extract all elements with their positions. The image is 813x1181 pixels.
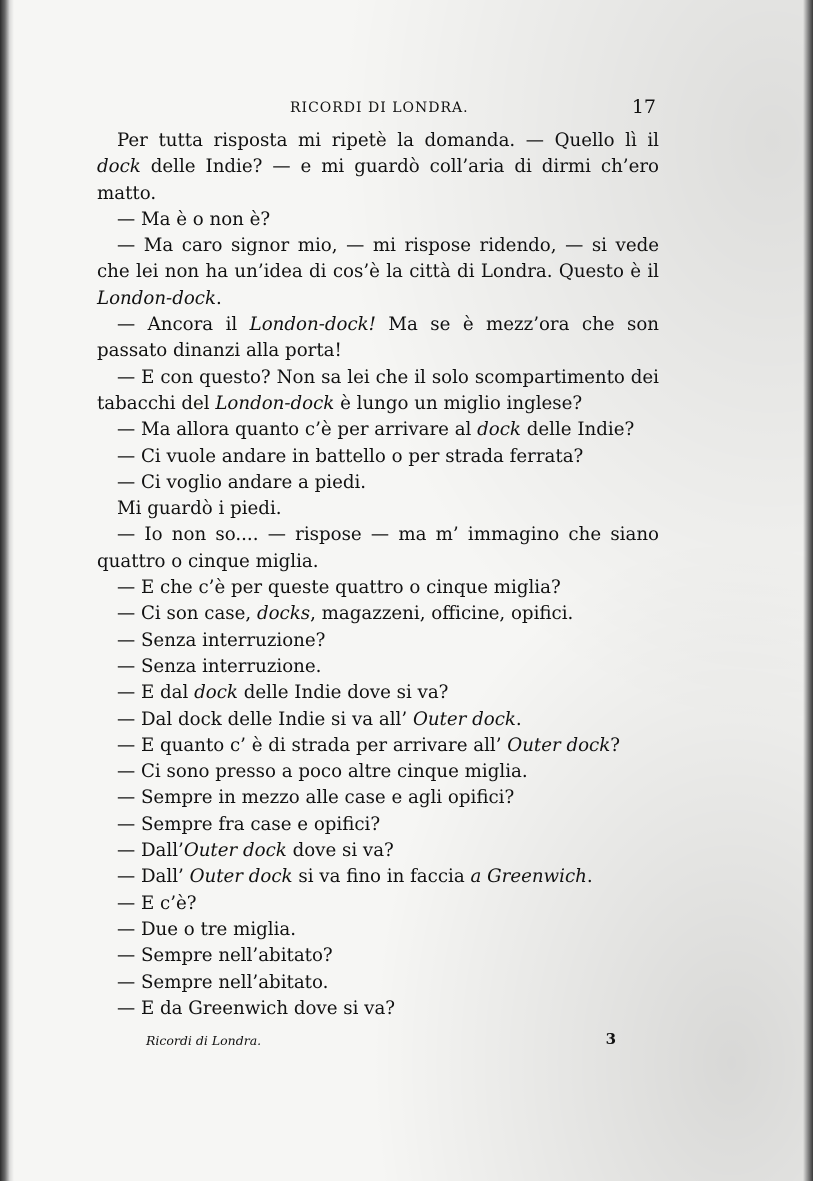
- paragraph: [97, 470, 659, 496]
- text-run: Ma se è mezz’ora che son passato dinanzi alla porta!: [97, 314, 660, 362]
- text-run: si va fino in faccia: [292, 866, 471, 888]
- paragraph: [97, 601, 659, 627]
- text-run: Per tutta risposta mi ripetè la domanda. — Quello lì il: [117, 130, 659, 151]
- paragraph: [97, 207, 659, 233]
- text-run: .: [515, 708, 522, 730]
- italic-text: docks: [256, 603, 311, 625]
- text-run: delle Indie? — e mi guardò coll’aria di dirmi ch’ero matto.: [97, 156, 659, 204]
- italic-text: dock: [97, 156, 141, 178]
- text-run: — Due o tre miglia.: [117, 918, 297, 940]
- text-run: — Io non so.... — rispose — ma m’ immagino che siano quattro o cinque miglia.: [97, 524, 659, 572]
- paragraph: [97, 785, 659, 811]
- paragraph: [97, 864, 659, 890]
- page-edge-shadow: [803, 0, 813, 1181]
- paragraph: [97, 812, 659, 838]
- text-run: — Sempre fra case e opifici?: [117, 813, 381, 835]
- paragraph: [97, 970, 659, 996]
- body-text: [97, 128, 659, 1022]
- footer-book-title: Ricordi di Londra.: [146, 1033, 262, 1048]
- paragraph: [97, 575, 659, 601]
- page-footer: [146, 1030, 616, 1055]
- text-run: — Ci voglio andare a piedi.: [117, 471, 367, 493]
- italic-text: a Greenwich: [470, 866, 587, 888]
- spine-shadow: [0, 0, 14, 1181]
- italic-text: Outer dock: [412, 708, 516, 730]
- text-run: — Senza interruzione?: [117, 629, 326, 651]
- paragraph: [97, 233, 659, 312]
- text-run: — Dall’: [117, 866, 190, 888]
- text-run: — Ci sono presso a poco altre cinque miglia.: [117, 761, 528, 783]
- text-run: — Dal dock delle Indie si va all’: [117, 708, 413, 730]
- paragraph: [97, 838, 659, 864]
- text-run: — Ma è o non è?: [117, 208, 271, 230]
- running-title: RICORDI DI LONDRA.: [290, 100, 469, 116]
- paragraph: [97, 365, 659, 418]
- paragraph: [97, 128, 659, 207]
- text-run: — Dall’: [117, 840, 184, 862]
- text-run: — E quanto c’ è di strada per arrivare all’: [117, 734, 508, 756]
- text-run: delle Indie?: [520, 419, 635, 441]
- paragraph: [97, 996, 659, 1022]
- text-run: — E da Greenwich dove si va?: [117, 997, 396, 1019]
- text-run: — Sempre nell’abitato.: [117, 971, 329, 993]
- italic-text: London-dock: [97, 287, 216, 309]
- paragraph: [97, 444, 659, 470]
- text-run: , magazzeni, officine, opifici.: [310, 603, 574, 625]
- text-run: — Sempre in mezzo alle case e agli opifici?: [117, 787, 515, 809]
- text-run: — Ma caro signor mio, — mi rispose ridendo, — si vede che lei non ha un’idea di cos’è la città di Londra. Questo è il: [97, 235, 659, 283]
- text-run: — E con questo? Non sa lei che il solo scompartimento dei tabacchi del: [97, 366, 659, 414]
- text-run: Mi guardò i piedi.: [117, 498, 282, 520]
- text-run: — E c’è?: [117, 892, 197, 914]
- paragraph: [97, 417, 659, 443]
- text-run: .: [216, 287, 222, 309]
- paragraph: [97, 522, 659, 575]
- text-run: — Senza interruzione.: [117, 655, 322, 677]
- paragraph: [97, 917, 659, 943]
- paragraph: [97, 759, 659, 785]
- paragraph: [97, 891, 659, 917]
- text-run: — Ci vuole andare in battello o per strada ferrata?: [117, 445, 584, 467]
- page-number: 17: [631, 96, 656, 118]
- paragraph: [97, 654, 659, 680]
- paragraph: [97, 943, 659, 969]
- text-run: — Ancora il: [117, 314, 250, 336]
- text-run: — Ci son case,: [117, 603, 257, 625]
- text-run: dove si va?: [286, 840, 394, 862]
- paragraph: [97, 680, 659, 706]
- text-run: — E che c’è per queste quattro o cinque miglia?: [117, 577, 561, 599]
- italic-text: London-dock!: [249, 314, 376, 336]
- text-run: — Ma allora quanto c’è per arrivare al: [117, 419, 478, 441]
- italic-text: Outer dock: [189, 866, 293, 888]
- paragraph: [97, 628, 659, 654]
- paragraph: [97, 312, 659, 365]
- italic-text: London-dock: [215, 392, 335, 414]
- text-run: ?: [610, 734, 621, 756]
- italic-text: dock: [194, 682, 238, 704]
- text-run: delle Indie dove si va?: [237, 682, 449, 704]
- paragraph: [97, 707, 659, 733]
- paragraph: [97, 496, 659, 522]
- text-run: è lungo un miglio inglese?: [334, 392, 583, 414]
- paragraph: [97, 733, 659, 759]
- text-run: — E dal: [117, 682, 195, 704]
- italic-text: Outer dock: [183, 840, 287, 862]
- italic-text: dock: [477, 419, 521, 441]
- text-run: — Sempre nell’abitato?: [117, 945, 333, 967]
- text-run: .: [586, 866, 593, 888]
- signature-mark: 3: [605, 1030, 616, 1048]
- italic-text: Outer dock: [507, 734, 611, 756]
- running-head: [112, 96, 656, 120]
